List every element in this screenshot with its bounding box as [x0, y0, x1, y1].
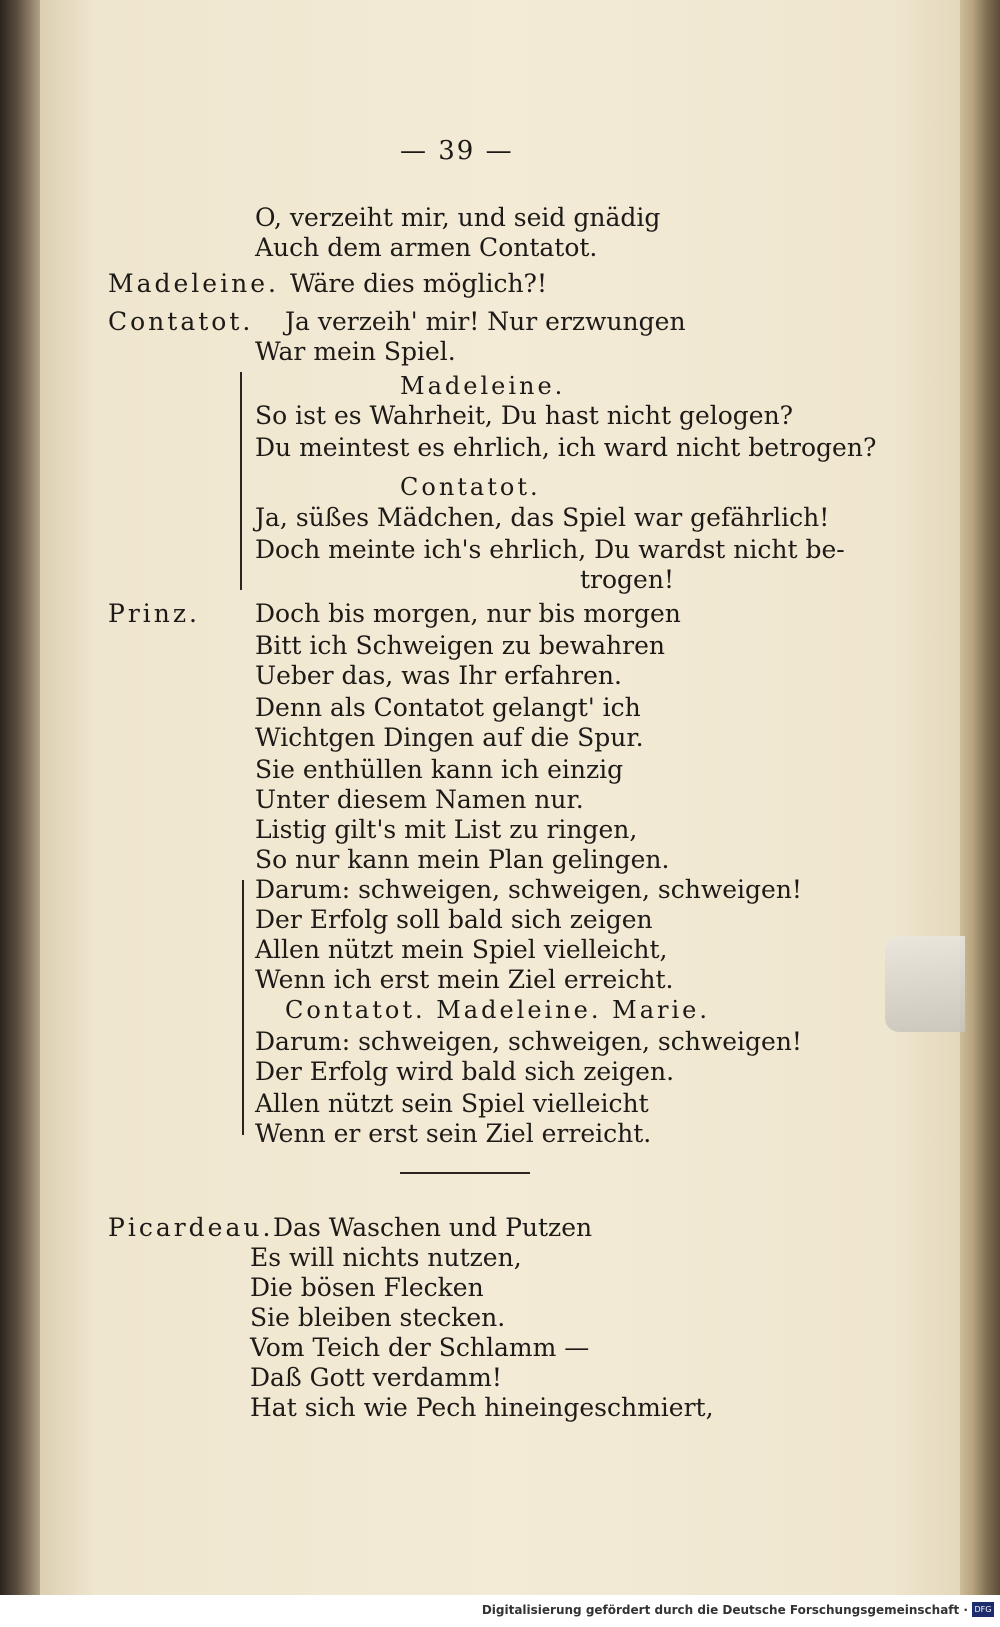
text-line: So nur kann mein Plan gelingen. [255, 845, 670, 874]
section-divider [400, 1172, 530, 1174]
text-line: Wäre dies möglich?! [290, 269, 547, 298]
footer-credit: Digitalisierung gefördert durch die Deutsche Forschungsgemeinschaft · [481, 1603, 968, 1617]
text-line: Wichtgen Dingen auf die Spur. [255, 723, 644, 752]
text-line: Auch dem armen Contatot. [255, 233, 598, 262]
text-line: Wenn ich erst mein Ziel erreicht. [255, 965, 674, 994]
speaker-contatot-duet: Contatot. [400, 473, 541, 501]
duet-bracket [240, 372, 242, 590]
text-line: Ja, süßes Mädchen, das Spiel war gefährlich! [255, 503, 830, 532]
text-line: Wenn er erst sein Ziel erreicht. [255, 1119, 652, 1148]
text-line: Die bösen Flecken [250, 1273, 484, 1302]
speaker-trio: Contatot. Madeleine. Marie. [285, 996, 711, 1024]
text-line: Sie bleiben stecken. [250, 1303, 506, 1332]
text-line: trogen! [580, 565, 674, 594]
speaker-picardeau: Picardeau. [108, 1213, 274, 1242]
text-line: War mein Spiel. [255, 337, 456, 366]
text-line: Vom Teich der Schlamm — [250, 1333, 590, 1362]
text-line: Du meintest es ehrlich, ich ward nicht betrogen? [255, 433, 877, 462]
text-line: Darum: schweigen, schweigen, schweigen! [255, 1027, 802, 1056]
text-line: Darum: schweigen, schweigen, schweigen! [255, 875, 802, 904]
speaker-prinz: Prinz. [108, 599, 200, 628]
speaker-madeleine: Madeleine. [108, 269, 279, 298]
ensemble-bracket [242, 880, 244, 1135]
text-line: Das Waschen und Putzen [273, 1213, 593, 1242]
text-line: Der Erfolg wird bald sich zeigen. [255, 1057, 675, 1086]
speaker-madeleine-duet: Madeleine. [400, 372, 566, 400]
text-line: Es will nichts nutzen, [250, 1243, 522, 1272]
text-line: Allen nützt sein Spiel vielleicht [255, 1089, 649, 1118]
text-line: So ist es Wahrheit, Du hast nicht gelogen? [255, 401, 794, 430]
text-line: Listig gilt's mit List zu ringen, [255, 815, 638, 844]
text-line: Der Erfolg soll bald sich zeigen [255, 905, 653, 934]
text-line: Ja verzeih' mir! Nur erzwungen [285, 307, 686, 336]
text-line: Daß Gott verdamm! [250, 1363, 502, 1392]
text-line: O, verzeiht mir, und seid gnädig [255, 203, 661, 232]
text-line: Doch meinte ich's ehrlich, Du wardst nicht be- [255, 535, 845, 564]
text-line: Allen nützt mein Spiel vielleicht, [255, 935, 668, 964]
speaker-contatot: Contatot. [108, 307, 254, 336]
text-line: Hat sich wie Pech hineingeschmiert, [250, 1393, 714, 1422]
dfg-logo-icon: DFG [972, 1602, 994, 1617]
digitization-footer [0, 1595, 1000, 1627]
text-line: Ueber das, was Ihr erfahren. [255, 661, 622, 690]
text-line: Sie enthüllen kann ich einzig [255, 755, 624, 784]
page-number: — 39 — [400, 136, 514, 166]
text-line: Doch bis morgen, nur bis morgen [255, 599, 681, 628]
text-line: Denn als Contatot gelangt' ich [255, 693, 641, 722]
text-line: Unter diesem Namen nur. [255, 785, 584, 814]
text-line: Bitt ich Schweigen zu bewahren [255, 631, 665, 660]
